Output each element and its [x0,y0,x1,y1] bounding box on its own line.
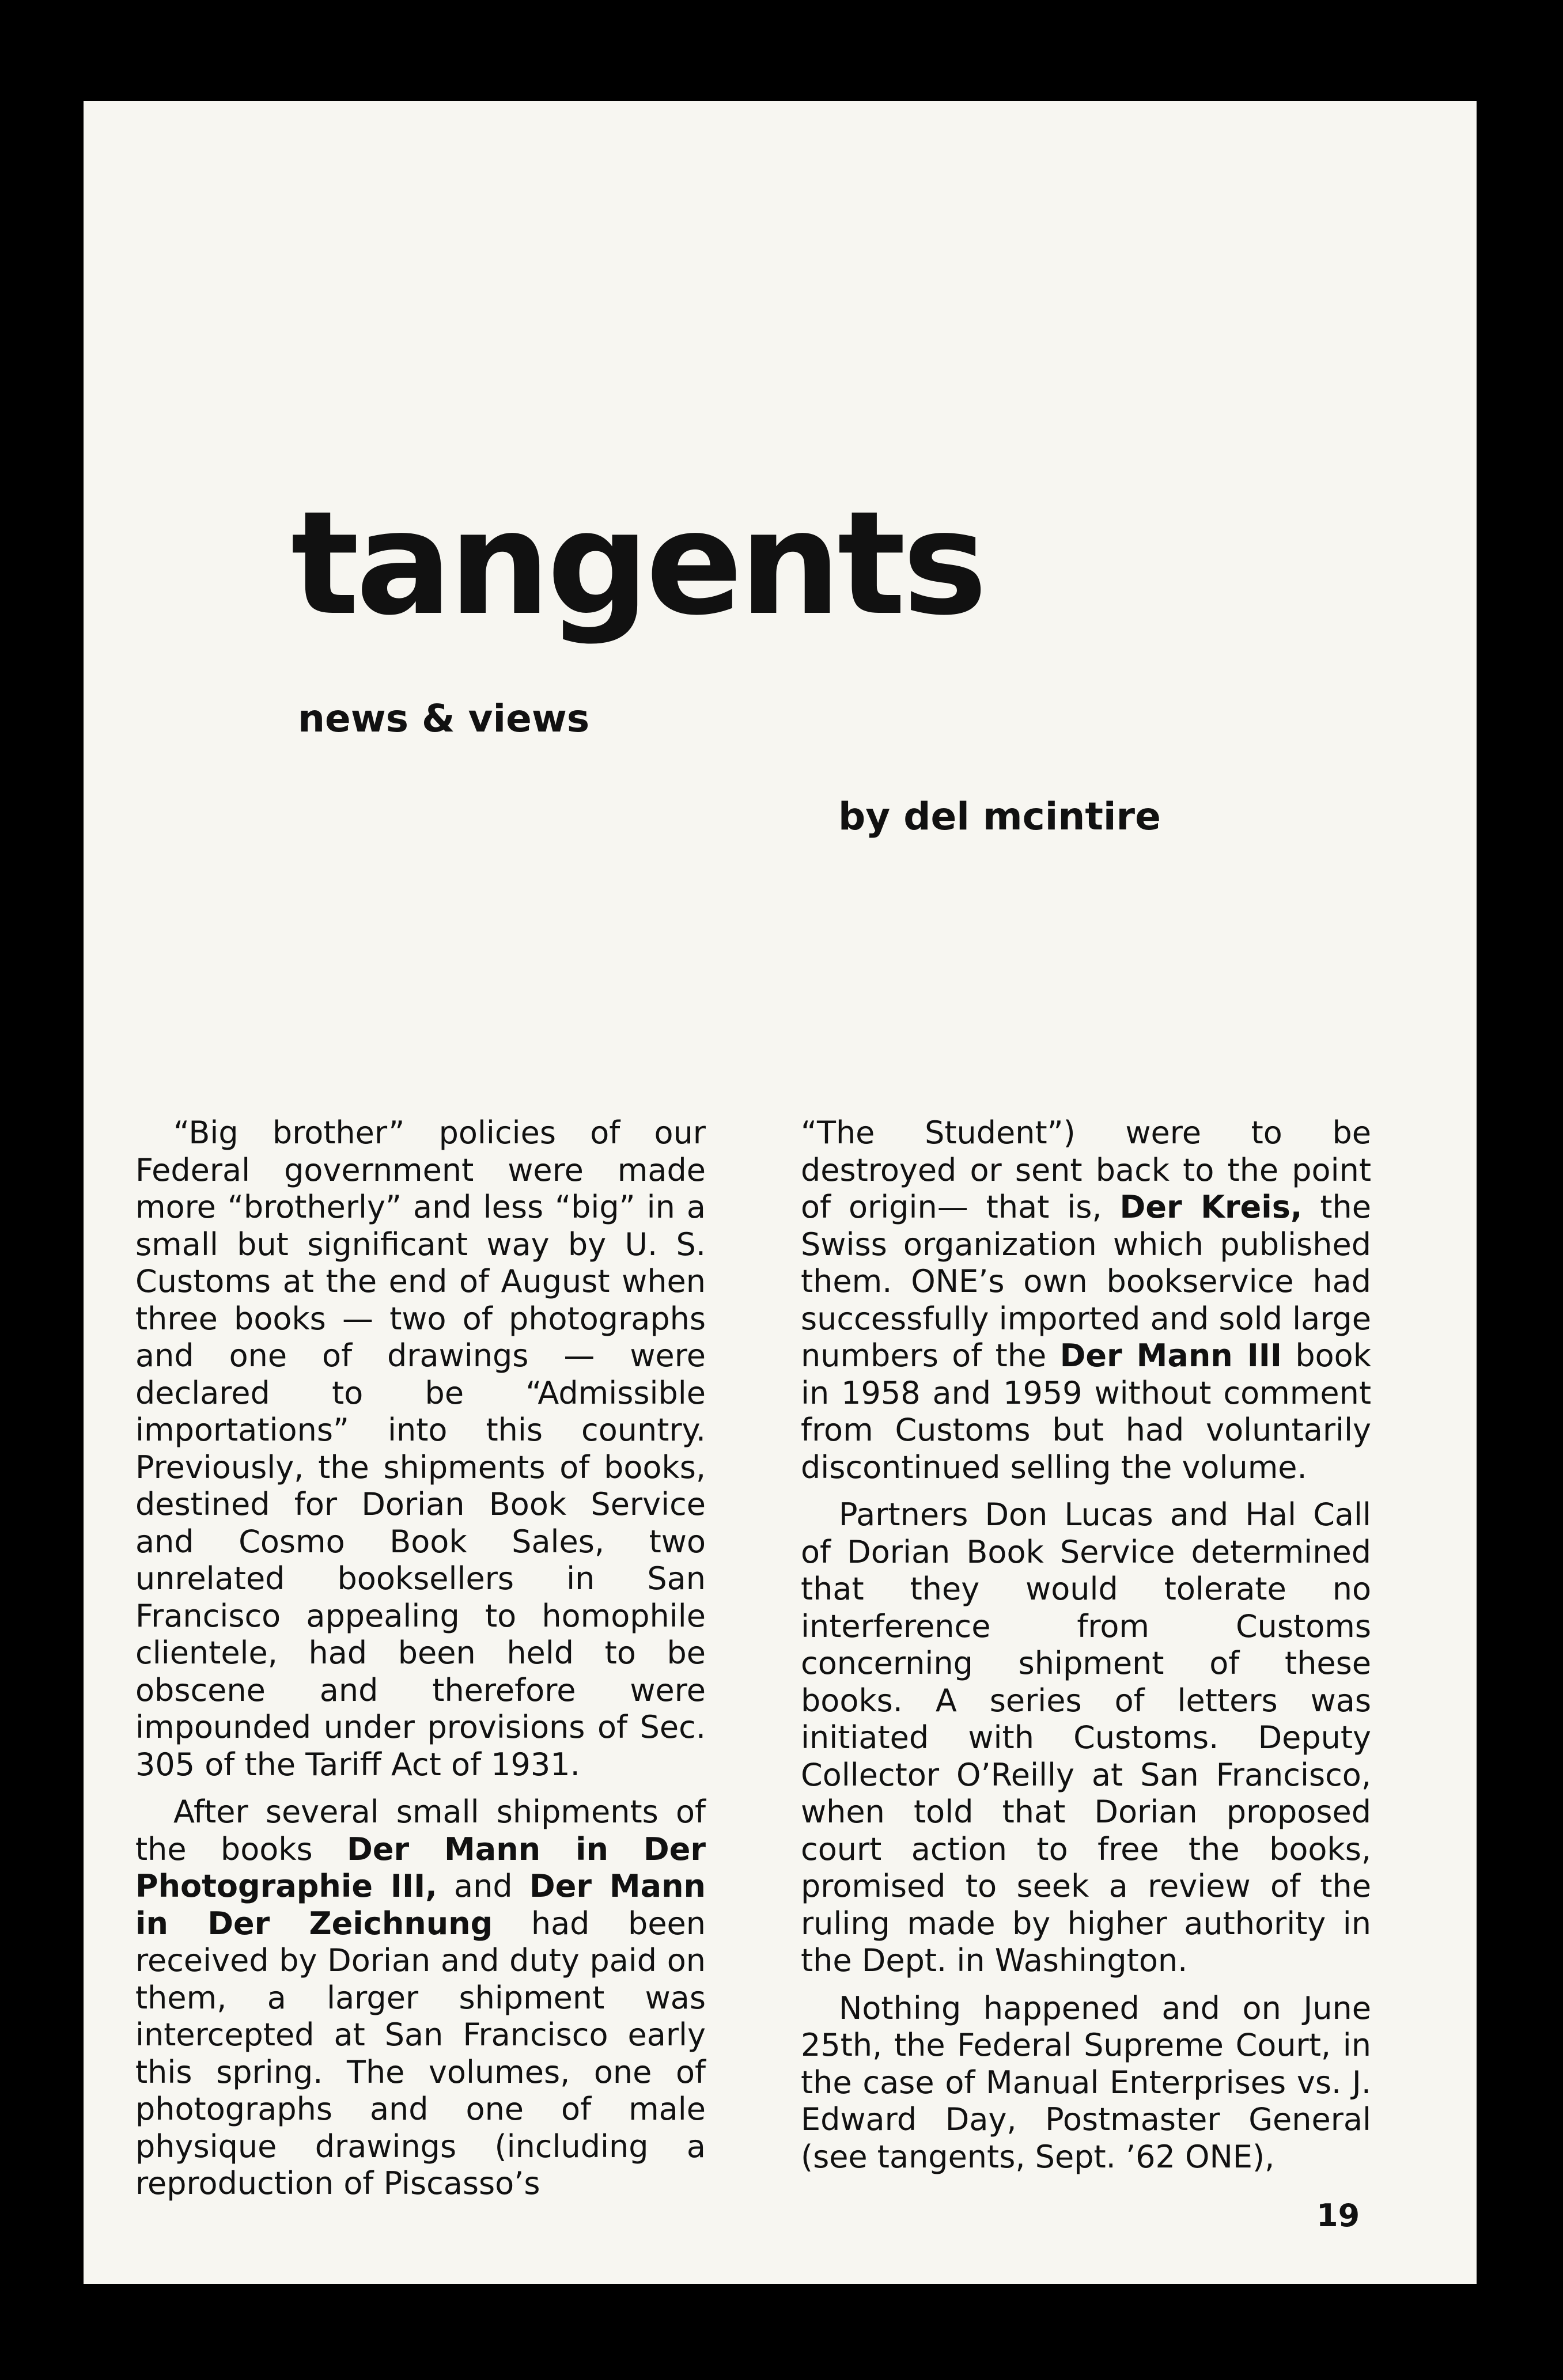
text-column-left [135,1115,706,2213]
article-byline: by del mcintire [838,794,1161,839]
paragraph [801,1115,1371,1486]
text-run: After several small shipments of the books [135,1794,706,1867]
paragraph: Nothing happened and on June 25th, the Federal Supreme Court, in the case of Manual Enterprises vs. J. Edward Day, Postmaster General (see tangents, Sept. ’62 ONE), [801,1989,1371,2175]
text-run: the Swiss organization which published them. ONE’s own bookservice had successfully imported and sold large numbers of the [801,1189,1371,1374]
paragraph: Partners Don Lucas and Hal Call of Dorian Book Service determined that they would tolerate no interference from Customs concerning shipment of these books. A series of letters was initiated with Customs. Deputy Collector O’Reilly at San Francisco, when told that Dorian proposed court action to free the books, promised to seek a review of the ruling made by higher authority in the Dept. in Washington. [801,1496,1371,1979]
article-title: tangents [291,481,984,647]
paragraph [135,1794,706,2203]
text-run: and [437,1868,529,1904]
paragraph: “Big brother” policies of our Federal government were made more “brotherly” and less “big” in a small but significant way by U. S. Customs at the end of August when three books — two of photographs and one of drawings — were declared to be “Admissible importations” into this country. Previously, the shipments of books, destined for Dorian Book Service and Cosmo Book Sales, two unrelated booksellers in San Francisco appealing to homophile clientele, had been held to be obscene and therefore were impounded under provisions of Sec. 305 of the Tariff Act of 1931. [135,1115,706,1783]
organization-name: Der Kreis, [1119,1189,1303,1225]
magazine-page [84,101,1477,2284]
article-subtitle: news & views [298,696,590,741]
text-run: book in 1958 and 1959 without comment from Customs but had voluntarily discontinued selling the volume. [801,1337,1371,1485]
page-number: 19 [1316,2197,1360,2234]
text-run: had been received by Dorian and duty paid on them, a larger shipment was intercepted at San Francisco early this spring. The volumes, one of photographs and one of male physique drawings (including a reproduction of Piscasso’s [135,1905,706,2201]
book-title: Der Mann in Der Zeichnung [135,1868,706,1942]
text-column-right [801,1115,1371,2186]
text-run: “The Student”) were to be destroyed or sent back to the point of origin— that is, [801,1115,1371,1225]
book-title: Der Mann III [1059,1337,1282,1374]
book-title: Der Mann in Der Photographie III, [135,1831,706,1904]
